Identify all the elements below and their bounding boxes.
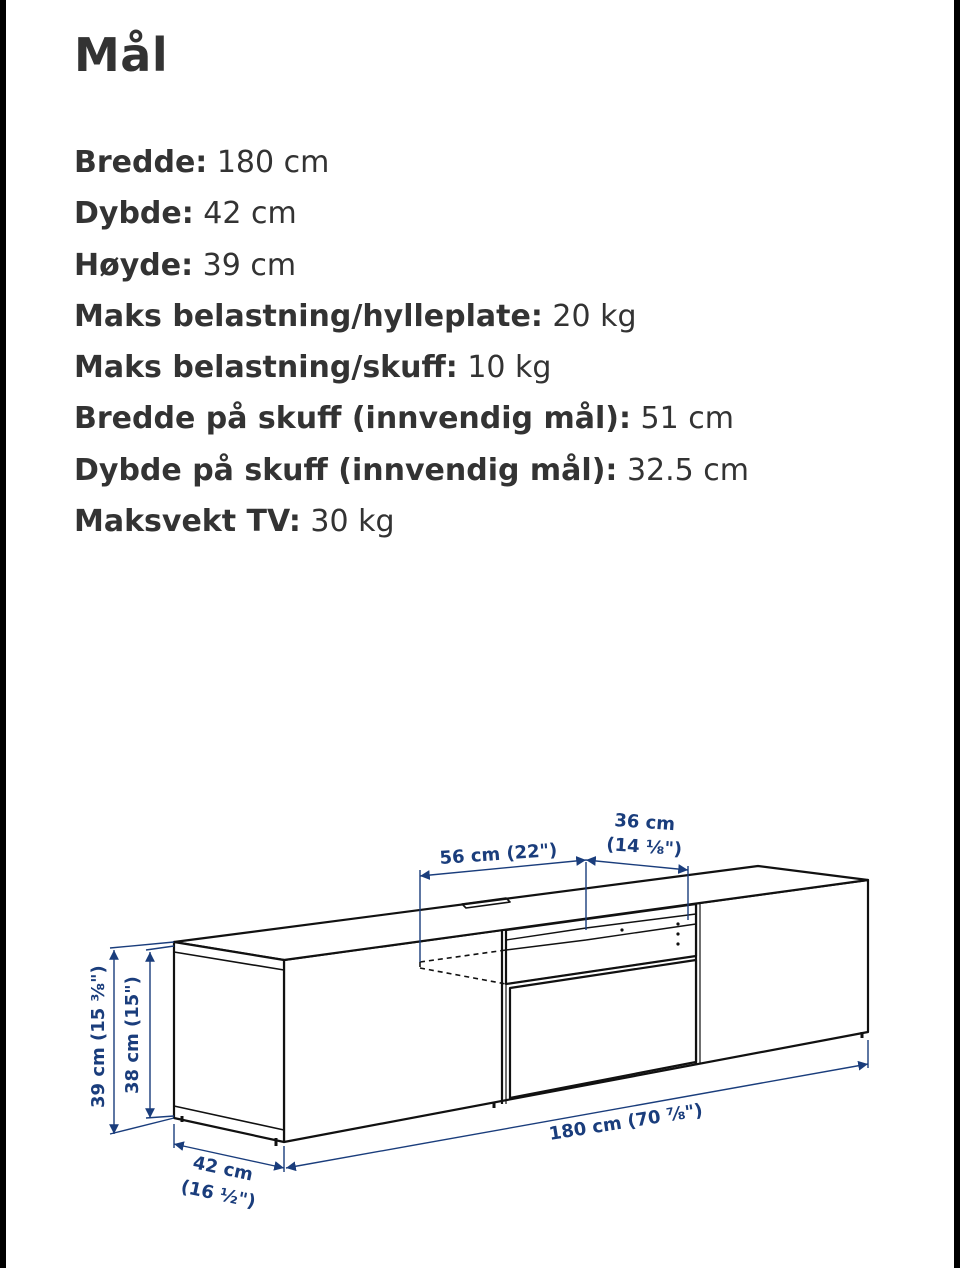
product-dimensions-page	[6, 0, 954, 1268]
spec-label: Høyde:	[74, 247, 194, 283]
dimension-label-42-cm: 42 cm	[190, 1152, 255, 1186]
spec-value: 39 cm	[193, 247, 297, 283]
drawer-front	[510, 960, 696, 1098]
spec-label: Maks belastning/hylleplate:	[74, 298, 543, 334]
dimension-label-36-cm: 36 cm	[613, 810, 676, 836]
spec-label: Bredde på skuff (innvendig mål):	[74, 401, 631, 437]
shelf-pin-hole	[676, 932, 679, 935]
spec-row-drawer-load	[74, 345, 749, 396]
spec-row-width	[74, 140, 749, 191]
dimension-label-42-in: (16 ½")	[178, 1176, 258, 1213]
spec-value: 51 cm	[630, 401, 734, 437]
dimension-label-56: 56 cm (22")	[438, 839, 558, 869]
spec-label: Maksvekt TV:	[74, 504, 301, 540]
spec-row-drawer-depth	[74, 448, 749, 499]
hidden-lines	[420, 950, 506, 984]
spec-row-shelf-load	[74, 294, 749, 345]
spec-row-depth	[74, 191, 749, 242]
spec-label: Dybde:	[74, 196, 194, 232]
page-title: Mål	[74, 28, 169, 82]
dimension-label-38: 38 cm (15")	[122, 976, 143, 1094]
spec-list	[74, 140, 749, 550]
shelf-pin-hole	[620, 928, 623, 931]
shelf-pin-hole	[676, 942, 679, 945]
tv-bench-outline	[174, 866, 868, 1146]
tv-bench-dimension-drawing	[6, 800, 954, 1240]
spec-value: 30 kg	[300, 504, 395, 540]
spec-value: 180 cm	[207, 145, 330, 180]
bench-left-side	[174, 942, 284, 1142]
spec-value: 10 kg	[457, 350, 552, 386]
spec-value: 32.5 cm	[617, 452, 750, 488]
spec-row-height	[74, 243, 749, 294]
spec-value: 42 cm	[193, 196, 297, 232]
dimension-label-36-in: (14 ⅛")	[605, 834, 683, 861]
spec-value: 20 kg	[542, 298, 637, 334]
dimension-label-180: 180 cm (70 ⅞")	[547, 1099, 705, 1145]
spec-row-drawer-width	[74, 396, 749, 447]
dimension-label-39: 39 cm (15 ⅜")	[88, 965, 109, 1108]
spec-label: Dybde på skuff (innvendig mål):	[74, 452, 618, 488]
spec-row-tv-weight	[74, 499, 749, 550]
spec-label: Maks belastning/skuff:	[74, 350, 458, 386]
shelf-pin-hole	[676, 922, 679, 925]
spec-label: Bredde:	[74, 145, 208, 180]
